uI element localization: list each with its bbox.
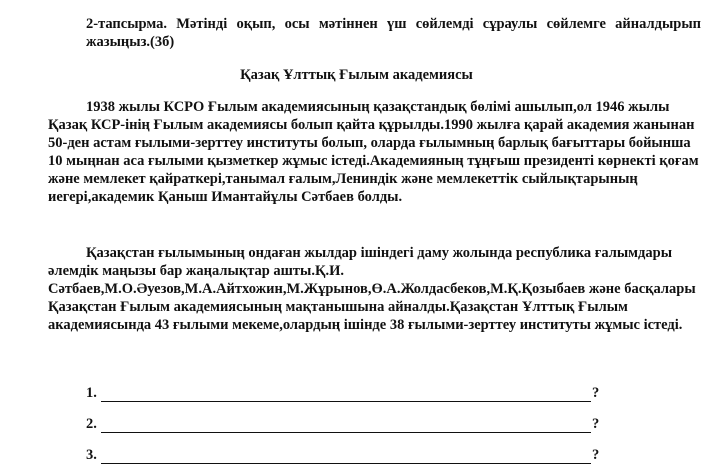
answer-lines [86, 371, 606, 464]
task-instruction: 2-тапсырма. Мәтінді оқып, осы мәтіннен үш сөйлемді сұраулы сөйлемге айналдырып жазыңыз.(3б) [86, 16, 701, 50]
question-mark: ? [592, 385, 600, 401]
answer-row-2[interactable] [86, 402, 606, 433]
answer-blank-line[interactable] [101, 419, 591, 433]
answer-row-3[interactable] [86, 433, 606, 464]
question-mark: ? [592, 447, 600, 463]
answer-blank-line[interactable] [101, 450, 591, 464]
text-title: Қазақ Ұлттық Ғылым академиясы [240, 67, 473, 83]
answer-number: 3. [86, 447, 97, 463]
answer-number: 1. [86, 385, 97, 401]
paragraph-2: Қазақстан ғылымының ондаған жылдар ішіндегі даму жолында республика ғалымдары әлемдік маңызы бар жаңалықтар ашты.Қ.И. Сәтбаев,М.О.Әуезов,М.А.Айтхожин,М.Жұрынов,Ө.А.Жолдасбеков,М.Қ.Қозыбаев және басқалары Қазақстан Ғылым академиясының мақтанышына айналды.Қазақстан Ұлттық Ғылым академиясында 43 ғылыми мекеме,олардың ішінде 38 ғылыми-зерттеу институты жұмыс істеді. [48, 245, 696, 333]
answer-row-1[interactable] [86, 371, 606, 402]
answer-number: 2. [86, 416, 97, 432]
paragraph-1: 1938 жылы КСРО Ғылым академиясының қазақстандық бөлімі ашылып,ол 1946 жылы Қазақ КСР-інің Ғылым академиясы болып қайта құрылды.1990 жылға қарай академия жанынан 50-ден астам ғылыми-зерттеу институты болып, оларда ғылымның барлық бағыттары бойынша 10 мыңнан аса ғылыми қызметкер жұмыс істеді.Академияның тұңғыш президенті көрнекті қоғам және мемлекет қайраткері,танымал ғалым,Лениндік және мемлекеттік сыйлықтарының иегері,академик Қаныш Имантайұлы Сәтбаев болды. [48, 99, 699, 205]
question-mark: ? [592, 416, 600, 432]
answer-blank-line[interactable] [101, 388, 591, 402]
